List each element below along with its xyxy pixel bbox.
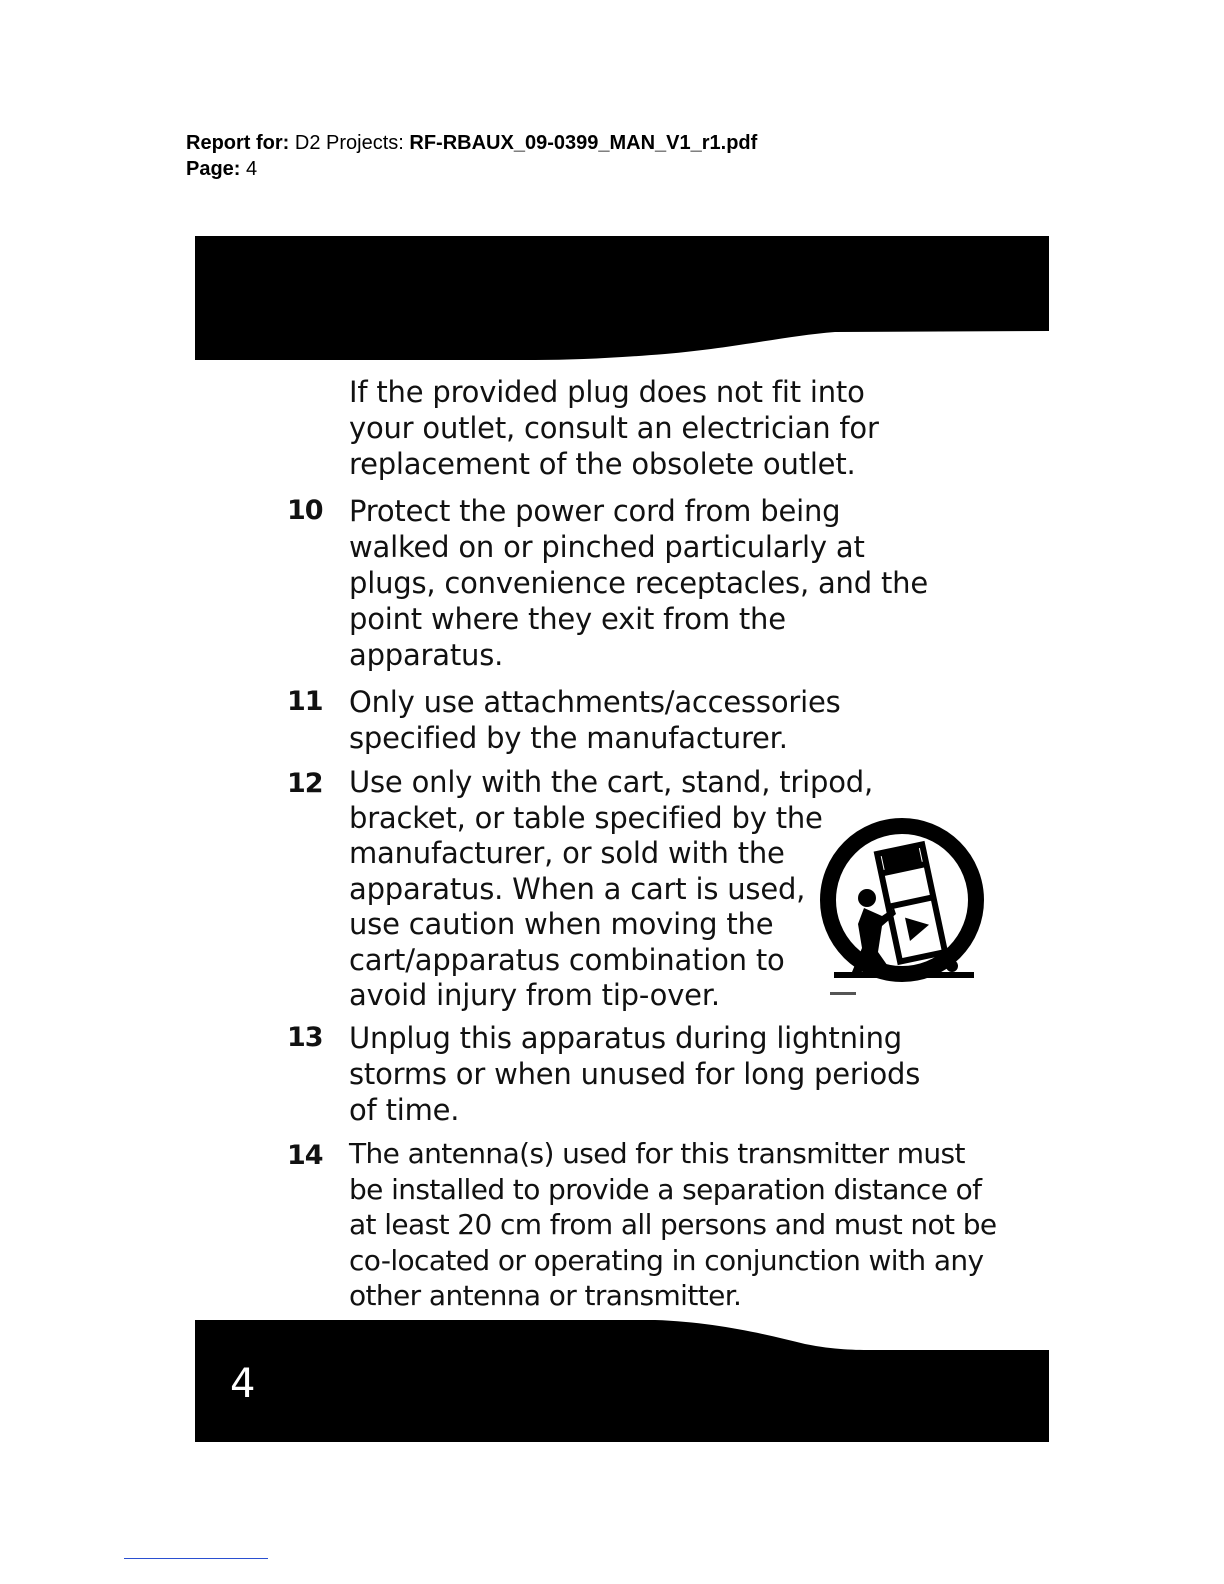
- item-line: avoid injury from tip-over.: [349, 978, 720, 1012]
- report-header: [186, 130, 757, 182]
- report-title-line: [186, 130, 757, 156]
- intro-line: your outlet, consult an electrician for: [349, 411, 879, 445]
- item-line: apparatus.: [349, 638, 504, 672]
- report-project: D2 Projects:: [294, 132, 404, 154]
- item-line: point where they exit from the: [349, 602, 786, 636]
- item-13-text: [349, 1020, 920, 1128]
- intro-paragraph: [349, 374, 879, 482]
- intro-line: replacement of the obsolete outlet.: [349, 447, 856, 481]
- item-10-text: [349, 493, 928, 673]
- item-line: Only use attachments/accessories: [349, 685, 841, 719]
- cart-tip-over-warning-icon: [812, 812, 992, 998]
- item-line: walked on or pinched particularly at: [349, 530, 865, 564]
- item-number-13: 13: [287, 1022, 323, 1053]
- item-line: use caution when moving the: [349, 907, 774, 941]
- footer-rule: [124, 1558, 268, 1559]
- item-number-14: 14: [287, 1140, 323, 1171]
- item-number-12: 12: [287, 768, 323, 799]
- item-line: Use only with the cart, stand, tripod,: [349, 765, 873, 799]
- item-line: plugs, convenience receptacles, and the: [349, 566, 928, 600]
- item-line: at least 20 cm from all persons and must not be: [349, 1208, 997, 1241]
- item-number-10: 10: [287, 495, 323, 526]
- item-12-text: [349, 765, 873, 1014]
- item-number-11: 11: [287, 686, 323, 717]
- item-line: co-located or operating in conjunction with any: [349, 1243, 984, 1277]
- item-11-text: [349, 684, 841, 756]
- item-line: storms or when unused for long periods: [349, 1057, 921, 1091]
- report-filename: RF-RBAUX_09-0399_MAN_V1_r1.pdf: [409, 132, 758, 154]
- item-line: manufacturer, or sold with the: [349, 836, 785, 870]
- item-line: specified by the manufacturer.: [349, 721, 788, 755]
- report-page-line: [186, 156, 757, 182]
- item-line: cart/apparatus combination to: [349, 942, 785, 977]
- intro-line: If the provided plug does not fit into: [349, 375, 865, 409]
- top-banner: [195, 236, 1049, 360]
- report-label: Report for:: [186, 132, 290, 154]
- page-number: 4: [230, 1361, 256, 1407]
- bottom-banner: [195, 1320, 1049, 1442]
- item-line: other antenna or transmitter.: [349, 1279, 742, 1312]
- item-line: bracket, or table specified by the: [349, 800, 823, 835]
- item-line: apparatus. When a cart is used,: [349, 871, 806, 906]
- item-line: Protect the power cord from being: [349, 494, 841, 528]
- item-line: of time.: [349, 1093, 460, 1127]
- item-line: Unplug this apparatus during lightning: [349, 1021, 903, 1055]
- item-14-text: [349, 1136, 997, 1314]
- report-page-label: Page:: [186, 158, 241, 180]
- item-line: be installed to provide a separation distance of: [349, 1172, 982, 1206]
- item-line: The antenna(s) used for this transmitter must: [349, 1137, 965, 1170]
- report-page-value: 4: [246, 158, 258, 180]
